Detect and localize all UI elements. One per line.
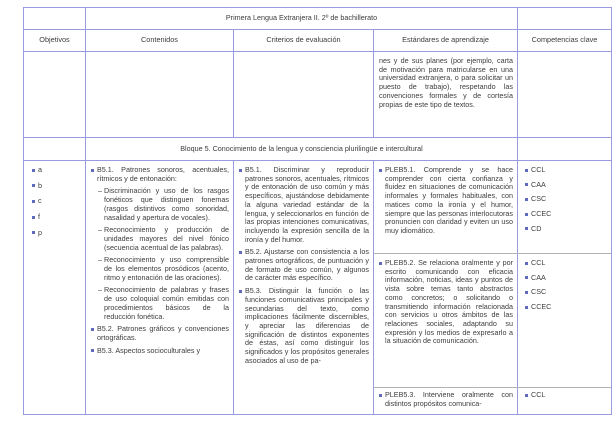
column-header-estandares: Estándares de aprendizaje	[374, 30, 518, 51]
continuation-contenidos-empty	[86, 52, 234, 137]
contenido-subtext: Reconocimiento de palabras y frases de uso coloquial común emitidas con procedimientos básicos de la reducción fonética.	[104, 285, 229, 321]
contenidos-cell	[86, 161, 234, 414]
estandar-text: PLEB5.3. Interviene oralmente con distintos propósitos comunica-	[385, 390, 513, 408]
bullet-icon	[91, 328, 94, 331]
competencia-code: CCL	[531, 258, 546, 267]
criterio-text: B5.3. Distinguir la función o las funciones comunicativas principales y secundarias del texto, como implicaciones fácilmente discernibles, y apreciar las diferencias de significación de distintos exponentes de éstas, así como distinguir los significados y los propósitos generales asociados al uso de pa-	[245, 286, 369, 365]
estandares-competencias-subgrid	[374, 161, 611, 414]
bullet-icon	[32, 200, 35, 203]
estandar-text: PLEB5.2. Se relaciona oralmente y por escrito comunicando con eficacia información, noticias, ideas y puntos de vista sobre temas tanto abstractos como concretos; o solicitando o transmitiendo información relacionada con servicios u otros ámbitos de las relaciones sociales, adaptando su expresión y los medios de expresarlo a la situación de comunicación.	[385, 258, 513, 346]
list-item	[91, 166, 229, 183]
list-item	[525, 288, 607, 297]
list-item	[91, 325, 229, 342]
objetivos-cell	[24, 161, 86, 414]
criterio-text: B5.2. Ajustarse con consistencia a los patrones ortográficos, de puntuación y de formato de uso común, y algunos de carácter más específico.	[245, 247, 369, 283]
curriculum-table	[23, 7, 612, 415]
bloque-header-row	[24, 138, 611, 161]
criterios-cell	[234, 161, 374, 414]
competencia-code: CCL	[531, 390, 546, 399]
list-subitem	[98, 256, 229, 282]
bullet-icon	[525, 394, 528, 397]
objetivo-letter: c	[38, 196, 42, 206]
continuation-row	[24, 52, 611, 138]
dash-icon: –	[98, 186, 102, 196]
bullet-icon	[525, 183, 528, 186]
competencia-code: CAA	[531, 272, 546, 282]
bullet-icon	[379, 169, 382, 172]
title-row-empty-left	[24, 8, 86, 29]
list-item	[525, 391, 607, 400]
competencia-code: CSC	[531, 287, 547, 297]
list-item	[239, 166, 369, 244]
list-item	[525, 166, 607, 175]
contenido-subtext: Reconocimiento y producción de unidades mayores del nivel fónico (secuencia acentual de las palabras).	[104, 225, 229, 252]
column-header-competencias: Competencias clave	[531, 35, 598, 45]
bullet-icon	[239, 290, 242, 293]
bullet-icon	[379, 394, 382, 397]
competencia-code: CCEC	[531, 209, 552, 219]
bullet-icon	[525, 169, 528, 172]
list-item	[32, 166, 81, 175]
competencias-cell	[518, 161, 611, 253]
estandar-cell	[374, 254, 518, 387]
bloque-row-empty-right	[518, 138, 611, 160]
competencia-code: CCEC	[531, 302, 552, 312]
objetivo-letter: a	[38, 165, 42, 174]
estandar-text: PLEB5.1. Comprende y se hace comprender con cierta confianza y fluidez en situaciones de comunicación informales y formales habituales, con matices como la ironía y el humor, siempre que las personas interlocutoras pronuncien con claridad y eviten un uso muy idiomático.	[385, 165, 513, 235]
bullet-icon	[32, 184, 35, 187]
list-item	[32, 229, 81, 238]
bullet-icon	[525, 198, 528, 201]
list-item	[32, 182, 81, 191]
list-item	[239, 248, 369, 283]
bullet-icon	[525, 276, 528, 279]
dash-icon: –	[98, 225, 102, 235]
list-item	[525, 181, 607, 190]
continuation-competencias-empty	[518, 52, 611, 137]
bullet-icon	[239, 251, 242, 254]
objetivo-letter: b	[38, 180, 42, 190]
objetivo-letter: f	[38, 212, 40, 222]
contenido-subtext: Discriminación y uso de los rasgos fonéticos que distinguen fonemas (rasgos distintivos como sonoridad, nasalidad y apertura de vocales).	[104, 186, 229, 222]
list-item	[32, 213, 81, 222]
table-title-row	[24, 8, 611, 30]
bullet-icon	[525, 262, 528, 265]
list-item	[525, 274, 607, 283]
bullet-icon	[525, 291, 528, 294]
dash-icon: –	[98, 285, 102, 295]
bullet-icon	[32, 169, 35, 172]
competencia-code: CSC	[531, 194, 547, 204]
list-subitem	[98, 226, 229, 252]
competencia-code: CD	[531, 223, 542, 233]
list-item	[525, 225, 607, 234]
bullet-icon	[239, 169, 242, 172]
estandar-cell	[374, 388, 518, 414]
list-subitem	[98, 187, 229, 222]
continuation-objetivos-empty	[24, 52, 86, 137]
contenido-text: B5.1. Patrones sonoros, acentuales, rítmicos y de entonación:	[97, 165, 229, 183]
list-item	[239, 287, 369, 365]
continuation-criterios-empty	[234, 52, 374, 137]
bullet-icon	[525, 227, 528, 230]
bullet-icon	[91, 349, 94, 352]
contenido-subtext: Reconocimiento y uso comprensible de los elementos prosódicos (acento, ritmo y entonación de las oraciones).	[104, 255, 229, 282]
continuation-estandar-text: nes y de sus planes (por ejemplo, carta de motivación para matricularse en una universidad extranjera, o para solicitar un puesto de trabajo), respetando las convenciones formales y de cortesía propias de este tipo de textos.	[379, 56, 513, 109]
list-item	[525, 303, 607, 312]
subrow-pleb5-3	[374, 388, 611, 414]
list-item	[32, 197, 81, 206]
criterio-text: B5.1. Discriminar y reproducir patrones sonoros, acentuales, rítmicos y de entonación de uso común y más específicos, ajustándose debidamente la alguna variedad estándar de la lengua, y seleccionarlos en función de las propias intenciones comunicativas, incluyendo la expresión sencilla de la ironía y del humor.	[245, 165, 369, 244]
bullet-icon	[379, 262, 382, 265]
bullet-icon	[525, 306, 528, 309]
list-item	[379, 259, 513, 346]
bullet-icon	[32, 216, 35, 219]
title-row-empty-right	[518, 8, 611, 29]
subrow-pleb5-1	[374, 161, 611, 254]
contenido-text: B5.2. Patrones gráficos y convenciones ortográficas.	[97, 324, 229, 342]
bloque-row-empty-left	[24, 138, 86, 160]
main-content-row	[24, 161, 611, 414]
bullet-icon	[91, 169, 94, 172]
list-item	[525, 259, 607, 268]
list-subitem	[98, 286, 229, 321]
contenido-text: B5.3. Aspectos socioculturales y	[97, 345, 201, 355]
subrow-pleb5-2	[374, 254, 611, 388]
competencia-code: CAA	[531, 179, 546, 189]
table-title: Primera Lengua Extranjera II. 2º de bachillerato	[86, 8, 518, 29]
bloque-header: Bloque 5. Conocimiento de la lengua y consciencia plurilingüe e intercultural	[86, 138, 518, 160]
list-item	[525, 210, 607, 219]
objetivo-letter: p	[38, 227, 42, 237]
column-header-criterios: Criterios de evaluación	[234, 30, 374, 51]
column-header-contenidos: Contenidos	[86, 30, 234, 51]
column-header-objetivos: Objetivos	[24, 30, 86, 51]
list-item	[379, 166, 513, 236]
bullet-icon	[32, 231, 35, 234]
dash-icon: –	[98, 255, 102, 265]
bullet-icon	[525, 213, 528, 216]
estandar-cell	[374, 161, 518, 253]
column-header-row	[24, 30, 611, 52]
list-item	[525, 195, 607, 204]
list-item	[379, 391, 513, 408]
list-item	[91, 347, 229, 356]
continuation-estandar-cell	[374, 52, 518, 137]
competencias-cell	[518, 388, 611, 414]
competencias-cell	[518, 254, 611, 387]
competencia-code: CCL	[531, 165, 546, 174]
